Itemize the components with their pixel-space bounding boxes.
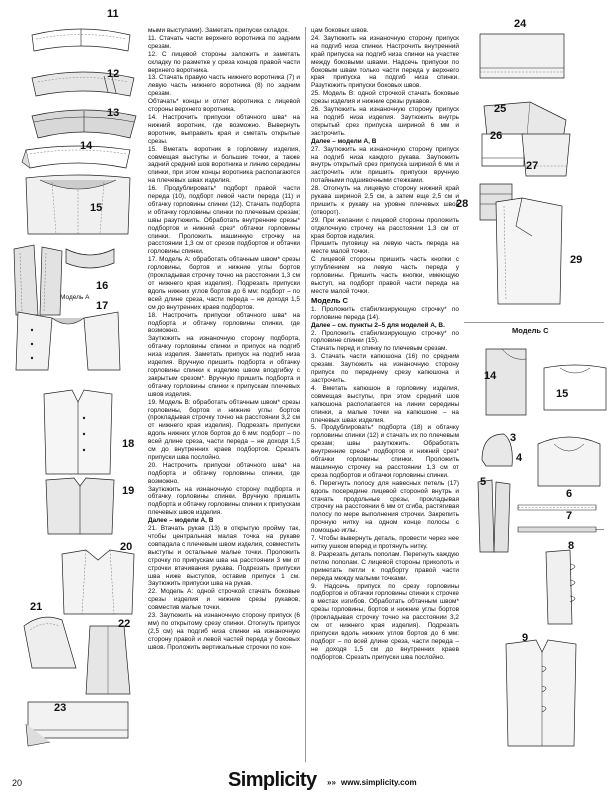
figure-12-collar-fold bbox=[30, 72, 136, 102]
figure-c15-back bbox=[540, 362, 610, 414]
figure-c5-facings bbox=[474, 478, 514, 556]
figure-label-c4: 4 bbox=[516, 452, 523, 464]
col1-para-4: Обтачать* концы и отлет воротника с лицевой стороны верхнего воротника. bbox=[148, 98, 300, 114]
page-footer bbox=[0, 760, 612, 800]
col2-para-1: 24. Заутюжить на изнаночную сторону припуск на подгиб низа спинки. Настрочить внутренний край припуска на подгиб низа спинки на участке между боковыми швами. Надсечь припуски по боковым швам только части переда у верхнего края припуска на подгиб низа спинки. Разутюжить припуски боковых швов. bbox=[311, 34, 459, 90]
figure-11-collar bbox=[30, 27, 132, 57]
figure-c9-final bbox=[498, 638, 582, 750]
figure-label-c6: 6 bbox=[566, 488, 573, 500]
col2-heading-models-ab: Далее – модели А, В bbox=[311, 137, 377, 145]
figure-label-17: 17 bbox=[96, 300, 109, 312]
col1-para-0: мыми выступами). Заметать припуски складок. bbox=[148, 27, 289, 34]
col2-para-13: 2. Проложить стабилизирующую строчку* по горловине спинки (15). bbox=[311, 329, 459, 345]
col1-para-6: 15. Вметать воротник в горловину изделия, совмещая выступы и большие точки, а также задний средний шов воротника и линию середины спинки, при этом концы воротника располагаются на плечевых швах изделия. bbox=[148, 145, 300, 185]
figure-label-c8: 8 bbox=[568, 540, 575, 552]
figure-label-c7: 7 bbox=[566, 510, 573, 522]
figure-label-23: 23 bbox=[54, 702, 67, 714]
figure-16-caption: Модель А bbox=[60, 294, 90, 301]
col1-para-10: Заутюжить на изнаночную сторону подборта, обтачку горловины спинки и припуск на подгиб низа изделия. Заметать припуск на подгиб низа изделия. Вручную пришить подборта и обтачку горловины спинки к изделию швом вподгибку с закрытым срезом*. Вручную пришить подборта и обтачку горловины спинки к припускам плечевых швов изделия. bbox=[148, 335, 300, 398]
figure-label-22: 22 bbox=[118, 618, 131, 630]
col1-heading-models-ab: Далее – модели А, В bbox=[148, 517, 214, 525]
right-section-divider bbox=[464, 322, 604, 323]
figure-label-27: 27 bbox=[526, 160, 539, 172]
figure-27-sleeve-hem bbox=[518, 130, 574, 180]
figure-22-side-seams bbox=[84, 622, 132, 698]
instructions-column-1 bbox=[148, 27, 300, 762]
figure-21-sleeve-set bbox=[22, 612, 78, 672]
col2-para-18: 6. Перегнуть полосу для навесных петель (17) вдоль посередине лицевой стороной внутрь и стачать продольные срезы, прокладывая строчку на расстоянии 6 мм от сгиба, растягивая полосу по мере выполнения строчки. Закрепить прочную нитку на одном конце полосы с помощью иглы. bbox=[311, 479, 459, 535]
figure-23-hem bbox=[24, 698, 132, 750]
col2-para-7: 29. При желании с лицевой стороны проложить отделочную строчку на расстоянии 1,3 см от края бортов изделия. bbox=[311, 216, 459, 240]
column-divider bbox=[305, 27, 306, 762]
col2-para-8: Пришить пуговицу на левую часть переда на месте малой точки. bbox=[311, 240, 459, 256]
col1-para-7: 16. Продублировать* подборт правой части переда (10), подборт левой части переда (11) и обтачку горловины спинки (12). Стачать подборта и обтачку горловины спинки по плечевым срезам; швы разутюжить. Обработать внутренние срезы* подбортов и нижний срез* обтачки горловины спинки. Проложить машинную строчку на расстоянии 1,3 см от срезов подбортов и обтачки горловины спинки. bbox=[148, 185, 300, 256]
col2-see-steps: Далее – см. пункты 2–5 для моделей А, В. bbox=[311, 321, 445, 329]
col2-para-2: 25. Модель В: одной строчкой стачать боковые срезы изделия и нижние срезы рукавов. bbox=[311, 90, 459, 106]
right-model-c-label: Модель С bbox=[512, 326, 549, 335]
figure-label-c15: 15 bbox=[556, 388, 569, 400]
col2-para-21: 9. Надсечь припуск по срезу горловины подбортов и обтачки горловины спинки к строчке в местах изгибов. Обработать обтачным швом* срезы горловины, бортов и нижние углы бортов (прокладывая строчку точно на расстоянии 3,2 см от нижнего края изделия). Подрезать припуски вдоль нижних углов бортов до 6 мм: подборт – по всей длине среза, части переда – не доходя 1,5 см до внутренних краев подбортов. Срезать припуски шва послойно. bbox=[311, 582, 459, 661]
figure-label-19: 19 bbox=[122, 485, 135, 497]
col1-para-16: 22. Модель А: одной строчкой стачать боковые срезы изделия и нижние срезы рукавов, совместив малые точки. bbox=[148, 588, 300, 612]
brand-logo: Simplicity bbox=[228, 769, 317, 791]
col2-para-16: 4. Вметать капюшон в горловину изделия, совмещая выступы, при этом средний шов капюшона располагается на линии середины спинки, а малые точки на капюшоне – на плечевых швах изделия. bbox=[311, 384, 459, 424]
figure-29-topstitch bbox=[476, 196, 566, 308]
figure-18-model-a-finished bbox=[38, 388, 118, 478]
figure-label-c5: 5 bbox=[480, 476, 487, 488]
figure-label-14: 14 bbox=[80, 140, 93, 152]
figure-label-13: 13 bbox=[107, 107, 120, 119]
col1-para-13: Заутюжить на изнаночную сторону подборта и обтачку горловины спинки. Вручную пришить подборта и обтачку горловины спинки к припускам плечевых швов изделия. bbox=[148, 485, 300, 517]
figure-label-c9: 9 bbox=[522, 632, 529, 644]
col1-para-3: 13. Стачать правую часть нижнего воротника (7) и левую часть нижнего воротника (8) по задним срезам. bbox=[148, 74, 300, 98]
figure-label-25: 25 bbox=[494, 103, 507, 115]
figure-label-28: 28 bbox=[456, 198, 469, 210]
col1-para-9: 18. Настрочить припуски обтачного шва* на подборта и обтачку горловины спинки, где возможно. bbox=[148, 311, 300, 335]
website-link[interactable]: www.simplicity.com bbox=[341, 778, 417, 787]
figure-label-16: 16 bbox=[96, 280, 109, 292]
figure-24-hem-stitch bbox=[476, 30, 568, 86]
figure-label-c14: 14 bbox=[484, 370, 497, 382]
figure-label-11: 11 bbox=[107, 8, 119, 20]
figure-label-18: 18 bbox=[122, 438, 135, 450]
figure-20-facings-turned bbox=[56, 548, 140, 618]
figure-label-24: 24 bbox=[514, 18, 527, 30]
col1-para-2: 12. С лицевой стороны заложить и заметать складку по разметке у среза концов правой части верхнего воротника. bbox=[148, 50, 300, 74]
col2-para-20: 8. Разрезать деталь пополам. Перегнуть каждую петлю пополам. С лицевой стороны приколоть и приметать петли к подборту правой части переда между малыми точками. bbox=[311, 550, 459, 582]
col2-para-3: 26. Заутюжить на изнаночную сторону припуск на подгиб низа изделия. Заутюжить внутрь открытый срез припуска шириной 6 мм и застрочить. bbox=[311, 106, 459, 137]
col2-para-0: цам боковых швов. bbox=[311, 27, 369, 34]
col2-para-14: Стачать перед и спинку по плечевым срезам. bbox=[311, 345, 448, 353]
col2-para-5: 27. Заутюжить на изнаночную сторону припуск на подгиб низа каждого рукава. Заутюжить внутрь открытый срез припуска шириной 6 мм и застрочить или пришить припуски вручную потайными подшивочными стежками. bbox=[311, 145, 459, 185]
figure-19-model-b bbox=[40, 476, 120, 538]
figure-label-12: 12 bbox=[107, 68, 120, 80]
arrows-icon: »» bbox=[327, 778, 336, 787]
col1-para-11: 19. Модель В: обработать обтачным швом* срезы горловины, бортов и нижние углы бортов (прокладывая строчку точно на расстоянии 3,2 см от нижнего края изделия). Подрезать припуски вдоль нижних углов бортов до 6 мм: подборт – по всей длине среза, части переда – не доходя 1,5 см до внутренних краев подбортов. Срезать припуски шва послойно. bbox=[148, 398, 300, 461]
col2-para-17: 5. Продублировать* подборта (18) и обтачку горловины спинки (12) и стачать их по плечевым срезам; швы разутюжить. Обработать внутренние срезы* подбортов и нижний срез* обтачки горловины спинки. Проложить машинную строчку на расстоянии 1,3 см от среза подбортов и обтачки горловины спинки. bbox=[311, 424, 459, 479]
figure-label-29: 29 bbox=[570, 254, 583, 266]
figure-label-21: 21 bbox=[30, 601, 43, 613]
col1-para-1: 11. Стачать части верхнего воротника по задним срезам. bbox=[148, 34, 300, 50]
col1-para-8: 17. Модель А: обработать обтачным швом* срезы горловины, бортов и нижние углы бортов (прокладывая строчку точно на расстоянии 1,3 см от нижнего края изделия). Подрезать припуски вдоль нижних углов бортов до 6 мм: подборт – по всей длине среза, части переда – не доходя 1,5 см до внутренних краев подбортов. bbox=[148, 256, 300, 311]
figure-c8-loops-basted bbox=[540, 548, 606, 628]
col2-para-6: 28. Отогнуть на лицевую сторону нижний край рукава шириной 2,5 см, а затем еще 2,5 см и пришить к рукаву на уровне плечевых швов (отворот). bbox=[311, 185, 459, 216]
figure-c6-loop-strip bbox=[516, 500, 598, 514]
figure-13-under-collar bbox=[30, 110, 138, 144]
col1-para-17: 23. Заутюжить на изнаночную сторону припуск (6 мм) по открытому срезу спинки. Отогнуть припуск (2,5 см) на подгиб низа спинки на изнаночную сторону правой и левой частей переда у боковых швов. Проложить вертикальные строчки по кон- bbox=[148, 612, 300, 651]
figure-17-front-edges bbox=[12, 310, 124, 374]
instructions-column-2 bbox=[311, 27, 459, 762]
col2-para-9: С лицевой стороны пришить часть кнопки с углублением на левую часть переда у горловины. Пришить часть кнопки, имеющую выступ, на подборт правой части переда на месте малой точки. bbox=[311, 256, 459, 295]
figure-14-collar-turned bbox=[22, 146, 134, 176]
col2-heading-model-c: Модель С bbox=[311, 295, 348, 305]
figure-label-20: 20 bbox=[120, 541, 133, 553]
figure-15-collar-basted bbox=[22, 176, 134, 238]
figure-label-c3: 3 bbox=[510, 432, 517, 444]
col1-para-12: 20. Настрочить припуски обтачного шва* на подборта и обтачку горловины спинки, где возможно. bbox=[148, 461, 300, 485]
col1-para-15: 21. Втачать рукав (13) в открытую пройму так, чтобы центральная малая точка на рукаве совпадала с плечевым швом изделия, совместить выступы и остальные малые точки. Проложить строчку по припускам шва на расстоянии 3 мм от строчки втачивания рукава. Подрезать припуски шва ниже выступов, оставив припуск 1 см. Заутюжить припуски шва на рукав. bbox=[148, 525, 300, 588]
figure-c4-hood-attached bbox=[534, 434, 604, 490]
col2-para-15: 3. Стачать части капюшона (16) по средним срезам. Заутюжить на изнаночную сторону припуск по переднему срезу капюшона и застрочить. bbox=[311, 353, 459, 384]
col1-para-5: 14. Настрочить припуски обтачного шва* на нижний воротник, где возможно. Вывернуть воротник, выправить края и сметать открытые срезы. bbox=[148, 113, 300, 145]
col2-para-11: 1. Проложить стабилизирующую строчку* по горловине переда (14). bbox=[311, 305, 459, 321]
col2-para-19: 7. Чтобы вывернуть деталь, провести через нее нитку ушком вперед и протянуть нитку. bbox=[311, 535, 459, 550]
figure-c14-front bbox=[482, 345, 530, 419]
figure-label-15: 15 bbox=[90, 202, 103, 214]
figure-label-26: 26 bbox=[490, 130, 503, 142]
page-number: 20 bbox=[12, 778, 23, 788]
figure-c7-turn-loop bbox=[516, 522, 598, 536]
